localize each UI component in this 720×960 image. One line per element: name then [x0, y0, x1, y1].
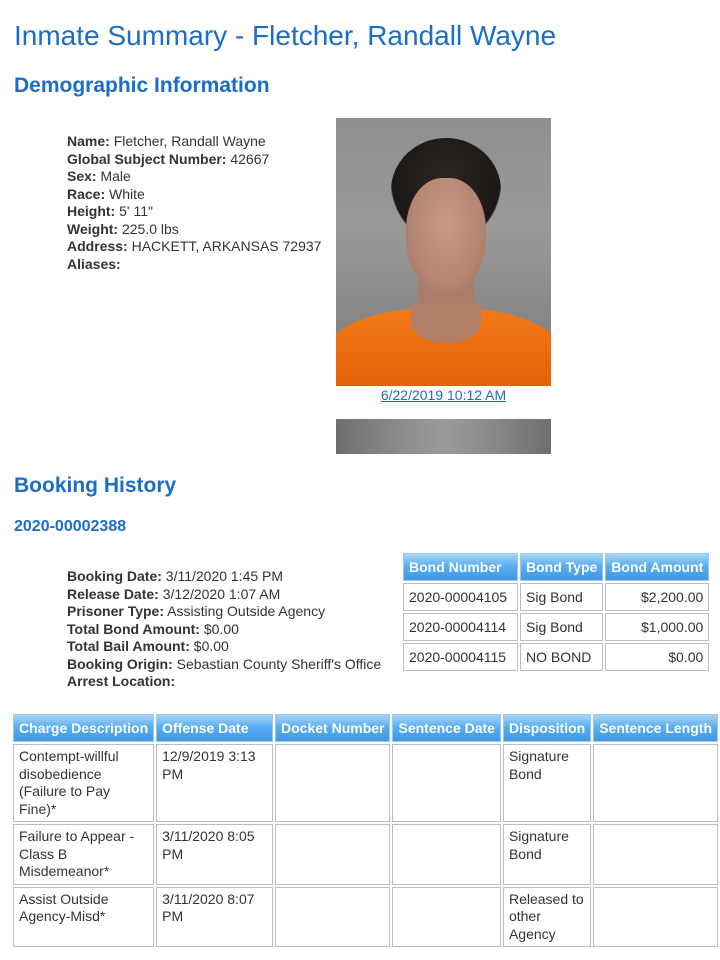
bond-number-cell: 2020-00004115	[403, 643, 518, 671]
bond-amount-header[interactable]: Bond Amount	[605, 553, 709, 581]
page-title: Inmate Summary - Fletcher, Randall Wayne	[14, 20, 557, 51]
table-row	[403, 643, 709, 671]
offense-date-cell: 3/11/2020 8:07 PM	[156, 887, 273, 948]
bond-type-cell: Sig Bond	[520, 613, 603, 641]
sentence-date-cell	[392, 887, 500, 948]
disposition-cell: Released to other Agency	[503, 887, 591, 948]
charge-table-header	[13, 714, 718, 742]
table-row	[13, 824, 718, 885]
height-field: Height: 5' 11"	[67, 203, 153, 219]
photo-collar	[411, 303, 481, 343]
booking-info	[67, 568, 381, 691]
charge-description-header[interactable]: Charge Description	[13, 714, 154, 742]
sentence-length-header[interactable]: Sentence Length	[593, 714, 718, 742]
table-row	[403, 583, 709, 611]
offense-date-header[interactable]: Offense Date	[156, 714, 273, 742]
weight-field: Weight: 225.0 lbs	[67, 220, 179, 237]
table-row	[403, 613, 709, 641]
release-date-field: Release Date: 3/12/2020 1:07 AM	[67, 585, 281, 602]
aliases-field: Aliases:	[67, 255, 121, 272]
bond-type-header[interactable]: Bond Type	[520, 553, 603, 581]
booking-date-field: Booking Date: 3/11/2020 1:45 PM	[67, 568, 284, 584]
race-field: Race: White	[67, 185, 145, 202]
table-row	[13, 887, 718, 948]
booking-origin-field: Booking Origin: Sebastian County Sheriff's Office	[67, 655, 382, 672]
arrest-location-field: Arrest Location:	[67, 673, 176, 689]
docket-number-header[interactable]: Docket Number	[275, 714, 390, 742]
sentence-date-cell	[392, 824, 500, 885]
disposition-header[interactable]: Disposition	[503, 714, 591, 742]
offense-date-cell: 12/9/2019 3:13 PM	[156, 744, 273, 822]
sentence-length-cell	[593, 824, 718, 885]
global-subject-number-field: Global Subject Number: 42667	[67, 150, 270, 167]
booking-history-heading: Booking History	[14, 474, 177, 497]
docket-number-cell	[275, 744, 390, 822]
total-bail-amount-field: Total Bail Amount: $0.00	[67, 638, 229, 654]
name-field: Name: Fletcher, Randall Wayne	[67, 133, 266, 149]
photo-face	[406, 178, 486, 293]
bond-type-cell: Sig Bond	[520, 583, 603, 611]
sentence-length-cell	[593, 744, 718, 822]
charge-description-cell: Failure to Appear - Class B Misdemeanor*	[13, 824, 154, 885]
docket-number-cell	[275, 887, 390, 948]
sex-field: Sex: Male	[67, 168, 131, 184]
bond-number-cell: 2020-00004114	[403, 613, 518, 641]
demographic-info	[67, 133, 321, 273]
sentence-length-cell	[593, 887, 718, 948]
charge-description-cell: Contempt-willful disobedience (Failure to Pay Fine)*	[13, 744, 154, 822]
address-field: Address: HACKETT, ARKANSAS 72937	[67, 238, 322, 254]
bond-amount-cell: $1,000.00	[605, 613, 709, 641]
bond-number-header[interactable]: Bond Number	[403, 553, 518, 581]
bond-amount-cell: $0.00	[605, 643, 709, 671]
docket-number-cell	[275, 824, 390, 885]
sentence-date-header[interactable]: Sentence Date	[392, 714, 500, 742]
bond-type-cell: NO BOND	[520, 643, 603, 671]
disposition-cell: Signature Bond	[503, 744, 591, 822]
booking-number: 2020-00002388	[14, 518, 127, 535]
charge-description-cell: Assist Outside Agency-Misd*	[13, 887, 154, 948]
bond-table-header	[403, 553, 709, 581]
mugshot-photo[interactable]	[336, 118, 551, 386]
total-bond-amount-field: Total Bond Amount: $0.00	[67, 620, 239, 637]
disposition-cell: Signature Bond	[503, 824, 591, 885]
demographic-heading: Demographic Information	[14, 74, 270, 97]
prisoner-type-field: Prisoner Type: Assisting Outside Agency	[67, 603, 326, 619]
sentence-date-cell	[392, 744, 500, 822]
bond-table	[401, 551, 711, 673]
mugshot-photo-2[interactable]	[336, 419, 551, 454]
bond-number-cell: 2020-00004105	[403, 583, 518, 611]
charge-table	[11, 712, 720, 949]
photo-date-link[interactable]: 6/22/2019 10:12 AM	[380, 387, 507, 403]
bond-amount-cell: $2,200.00	[605, 583, 709, 611]
offense-date-cell: 3/11/2020 8:05 PM	[156, 824, 273, 885]
table-row	[13, 744, 718, 822]
